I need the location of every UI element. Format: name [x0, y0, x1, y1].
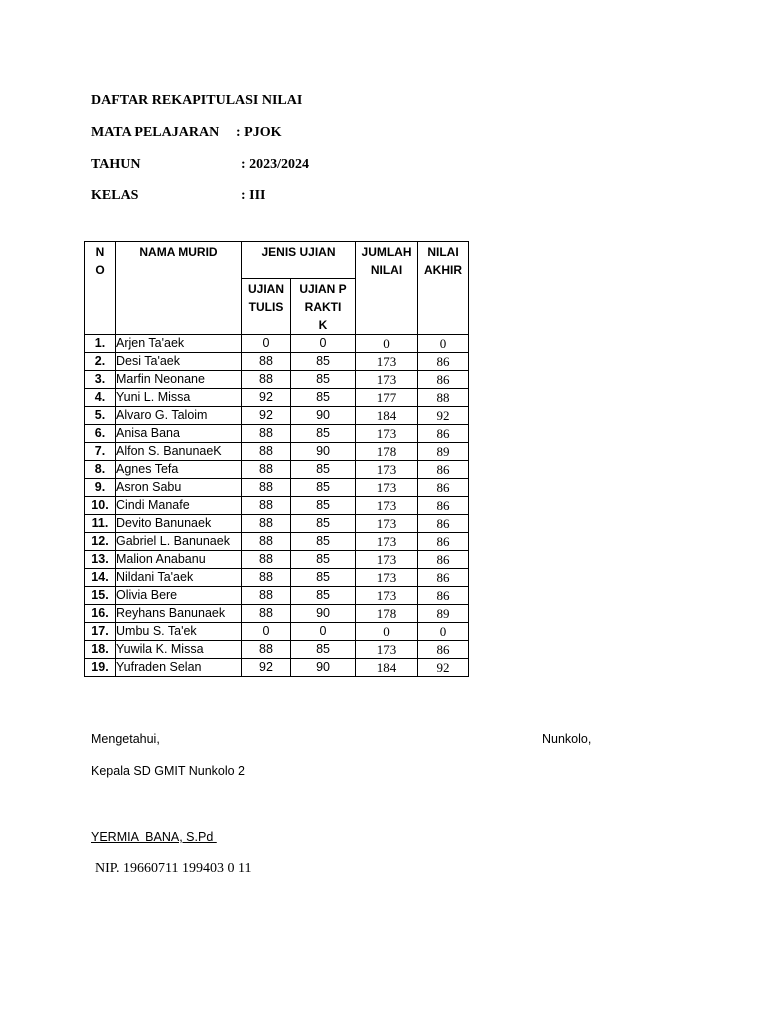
ujian-tulis-score: 92	[242, 407, 291, 425]
nilai-akhir: 86	[418, 569, 469, 587]
row-number: 9.	[85, 479, 116, 497]
year-label: TAHUN	[91, 157, 141, 172]
nilai-akhir: 92	[418, 659, 469, 677]
student-name: Alvaro G. Taloim	[116, 407, 242, 425]
header-nilai-akhir	[418, 242, 469, 335]
student-name: Umbu S. Ta'ek	[116, 623, 242, 641]
document-title-text: DAFTAR REKAPITULASI NILAI	[91, 93, 303, 108]
nilai-akhir: 86	[418, 371, 469, 389]
jumlah-nilai: 173	[356, 353, 418, 371]
header-no	[85, 242, 116, 335]
ujian-tulis-score: 88	[242, 533, 291, 551]
table-row	[85, 551, 469, 569]
student-name: Olivia Bere	[116, 587, 242, 605]
ujian-praktik-score: 0	[291, 335, 356, 353]
ujian-tulis-score: 88	[242, 641, 291, 659]
jumlah-nilai: 173	[356, 551, 418, 569]
ujian-tulis-score: 88	[242, 425, 291, 443]
nilai-akhir: 86	[418, 515, 469, 533]
jumlah-nilai: 173	[356, 587, 418, 605]
ujian-praktik-score: 85	[291, 533, 356, 551]
ujian-praktik-score: 90	[291, 659, 356, 677]
nilai-akhir: 89	[418, 605, 469, 623]
jumlah-nilai: 177	[356, 389, 418, 407]
jumlah-nilai: 173	[356, 497, 418, 515]
nilai-akhir: 86	[418, 551, 469, 569]
row-number: 18.	[85, 641, 116, 659]
ujian-tulis-score: 88	[242, 551, 291, 569]
ujian-tulis-score: 88	[242, 605, 291, 623]
table-row	[85, 623, 469, 641]
ujian-praktik-score: 85	[291, 425, 356, 443]
header-praktik-text: UJIAN PRAKTI K	[299, 282, 347, 332]
ujian-praktik-score: 85	[291, 461, 356, 479]
ujian-tulis-score: 88	[242, 443, 291, 461]
table-body	[85, 335, 469, 677]
jumlah-nilai: 173	[356, 515, 418, 533]
jumlah-nilai: 184	[356, 407, 418, 425]
ujian-praktik-score: 85	[291, 389, 356, 407]
nilai-akhir: 86	[418, 533, 469, 551]
row-number: 8.	[85, 461, 116, 479]
row-number: 14.	[85, 569, 116, 587]
row-number: 16.	[85, 605, 116, 623]
table-row	[85, 389, 469, 407]
table-row	[85, 641, 469, 659]
header-jumlah-nilai	[356, 242, 418, 335]
jumlah-nilai: 184	[356, 659, 418, 677]
table-row	[85, 443, 469, 461]
nilai-akhir: 89	[418, 443, 469, 461]
nilai-akhir: 86	[418, 461, 469, 479]
ujian-tulis-score: 88	[242, 353, 291, 371]
table-row	[85, 569, 469, 587]
student-name: Yufraden Selan	[116, 659, 242, 677]
grades-table	[84, 241, 469, 677]
student-name: Reyhans Banunaek	[116, 605, 242, 623]
student-name: Asron Sabu	[116, 479, 242, 497]
student-name: Gabriel L. Banunaek	[116, 533, 242, 551]
nilai-akhir: 86	[418, 353, 469, 371]
student-name: Yuwila K. Missa	[116, 641, 242, 659]
ujian-praktik-score: 90	[291, 605, 356, 623]
table-row	[85, 497, 469, 515]
ujian-praktik-score: 90	[291, 407, 356, 425]
student-name: Agnes Tefa	[116, 461, 242, 479]
ujian-tulis-score: 88	[242, 371, 291, 389]
ujian-praktik-score: 85	[291, 479, 356, 497]
ujian-praktik-score: 85	[291, 551, 356, 569]
class-label: KELAS	[91, 188, 139, 203]
class-value: : III	[241, 188, 266, 203]
signer-nip: NIP. 19660711 199403 0 11	[95, 861, 252, 876]
row-number: 4.	[85, 389, 116, 407]
student-name: Cindi Manafe	[116, 497, 242, 515]
header-tulis-text: UJIAN TULIS	[248, 282, 285, 314]
jumlah-nilai: 173	[356, 371, 418, 389]
student-name: Devito Banunaek	[116, 515, 242, 533]
nilai-akhir: 92	[418, 407, 469, 425]
header-no-text: N O	[95, 245, 105, 277]
row-number: 15.	[85, 587, 116, 605]
ujian-tulis-score: 88	[242, 587, 291, 605]
jumlah-nilai: 178	[356, 605, 418, 623]
jumlah-nilai: 173	[356, 569, 418, 587]
jumlah-nilai: 173	[356, 425, 418, 443]
ujian-praktik-score: 85	[291, 371, 356, 389]
subject-line	[91, 125, 282, 141]
ujian-praktik-score: 85	[291, 353, 356, 371]
subject-value: : PJOK	[236, 125, 282, 140]
acknowledged-label: Mengetahui,	[91, 732, 160, 746]
ujian-tulis-score: 0	[242, 335, 291, 353]
row-number: 7.	[85, 443, 116, 461]
ujian-praktik-score: 85	[291, 569, 356, 587]
nilai-akhir: 0	[418, 623, 469, 641]
ujian-tulis-score: 0	[242, 623, 291, 641]
student-name: Malion Anabanu	[116, 551, 242, 569]
jumlah-nilai: 173	[356, 461, 418, 479]
row-number: 6.	[85, 425, 116, 443]
table-row	[85, 461, 469, 479]
nilai-akhir: 88	[418, 389, 469, 407]
class-line	[91, 188, 266, 204]
place-label: Nunkolo,	[542, 732, 592, 746]
nilai-akhir: 86	[418, 587, 469, 605]
ujian-tulis-score: 88	[242, 479, 291, 497]
jumlah-nilai: 178	[356, 443, 418, 461]
student-name: Arjen Ta'aek	[116, 335, 242, 353]
student-name: Anisa Bana	[116, 425, 242, 443]
row-number: 12.	[85, 533, 116, 551]
row-number: 2.	[85, 353, 116, 371]
table-row	[85, 605, 469, 623]
signer-name: YERMIA BANA, S.Pd	[91, 830, 217, 844]
document-title	[91, 93, 302, 109]
row-number: 13.	[85, 551, 116, 569]
student-name: Marfin Neonane	[116, 371, 242, 389]
student-name: Nildani Ta'aek	[116, 569, 242, 587]
nilai-akhir: 86	[418, 425, 469, 443]
ujian-tulis-score: 92	[242, 659, 291, 677]
ujian-tulis-score: 88	[242, 515, 291, 533]
jumlah-nilai: 0	[356, 335, 418, 353]
ujian-praktik-score: 85	[291, 587, 356, 605]
nilai-akhir: 86	[418, 497, 469, 515]
ujian-tulis-score: 92	[242, 389, 291, 407]
table-row	[85, 335, 469, 353]
table-row	[85, 407, 469, 425]
nilai-akhir: 0	[418, 335, 469, 353]
subject-label: MATA PELAJARAN	[91, 125, 220, 140]
header-ujian-praktik	[291, 279, 356, 335]
ujian-praktik-score: 0	[291, 623, 356, 641]
table-row	[85, 659, 469, 677]
jumlah-nilai: 173	[356, 533, 418, 551]
principal-position: Kepala SD GMIT Nunkolo 2	[91, 764, 246, 778]
jumlah-nilai: 0	[356, 623, 418, 641]
table-row	[85, 533, 469, 551]
ujian-praktik-score: 85	[291, 641, 356, 659]
table-row	[85, 353, 469, 371]
nilai-akhir: 86	[418, 641, 469, 659]
header-ujian-tulis	[242, 279, 291, 335]
header-jumlah-text: JUMLAH NILAI	[361, 245, 412, 277]
header-nama-murid: NAMA MURID	[116, 242, 242, 335]
table-row	[85, 515, 469, 533]
nilai-akhir: 86	[418, 479, 469, 497]
ujian-praktik-score: 90	[291, 443, 356, 461]
header-jenis-ujian: JENIS UJIAN	[242, 242, 356, 279]
ujian-praktik-score: 85	[291, 497, 356, 515]
jumlah-nilai: 173	[356, 641, 418, 659]
table-header-row	[85, 242, 469, 279]
row-number: 10.	[85, 497, 116, 515]
year-line	[91, 157, 310, 173]
ujian-tulis-score: 88	[242, 497, 291, 515]
student-name: Alfon S. BanunaeK	[116, 443, 242, 461]
student-name: Desi Ta'aek	[116, 353, 242, 371]
table-row	[85, 479, 469, 497]
ujian-tulis-score: 88	[242, 461, 291, 479]
row-number: 19.	[85, 659, 116, 677]
row-number: 17.	[85, 623, 116, 641]
table-row	[85, 425, 469, 443]
table-row	[85, 371, 469, 389]
row-number: 1.	[85, 335, 116, 353]
row-number: 11.	[85, 515, 116, 533]
ujian-tulis-score: 88	[242, 569, 291, 587]
ujian-praktik-score: 85	[291, 515, 356, 533]
year-value: : 2023/2024	[241, 157, 310, 172]
student-name: Yuni L. Missa	[116, 389, 242, 407]
row-number: 3.	[85, 371, 116, 389]
jumlah-nilai: 173	[356, 479, 418, 497]
header-akhir-text: NILAI AKHIR	[424, 245, 463, 277]
row-number: 5.	[85, 407, 116, 425]
table-row	[85, 587, 469, 605]
